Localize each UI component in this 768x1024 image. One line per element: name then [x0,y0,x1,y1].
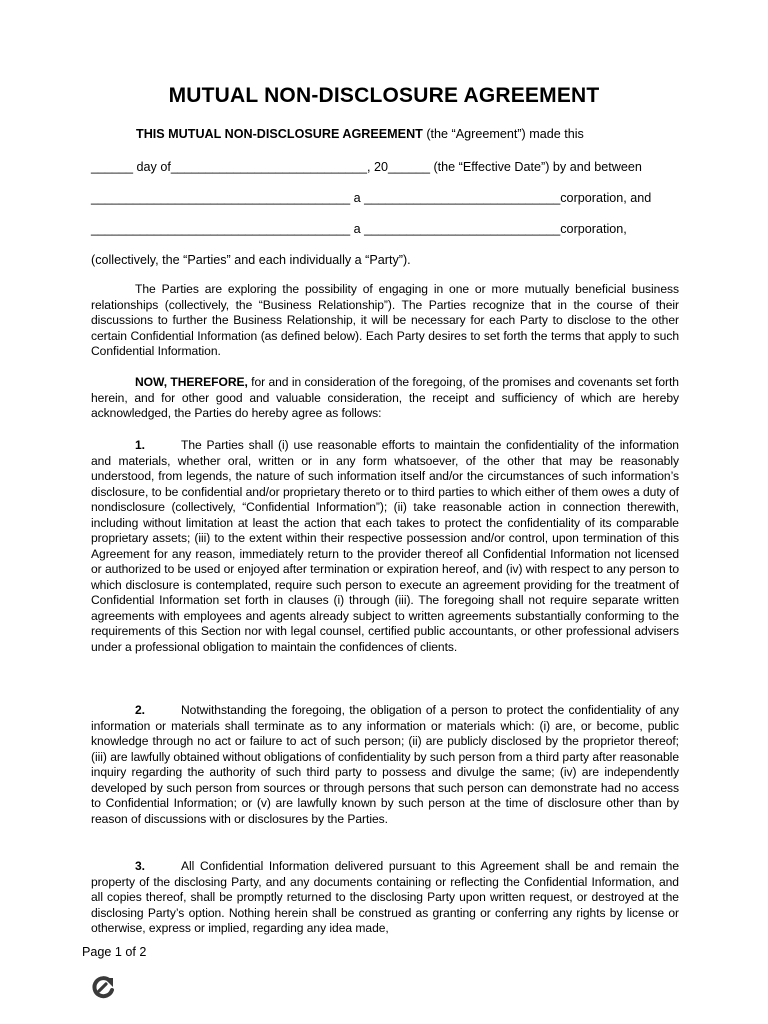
section-1-text: The Parties shall (i) use reasonable efforts to maintain the confidentiality of the information and materials, whether oral, written or in any form whatsoever, of the other that may be reasonably understood, from legends, the nature of such information itself and/or the circumstances of such information’s disclosure, to be confidential and/or proprietary thereto or to third parties to which either of them owes a duty of nondisclosure (collectively, “Confidential Information”); (ii) take reasonable action in connection therewith, including without limitation at least the action that each takes to protect the confidentiality of its comparable proprietary assets; (iii) to the extent within their respective possession and/or control, upon termination of this Agreement for any reason, immediately return to the provider thereof all Confidential Information not licensed or authorized to be used or enjoyed after termination or expiration hereof, and (iv) with respect to any person to which disclosure is contemplated, require such person to execute an agreement providing for the treatment of Confidential Information set forth in clauses (i) through (iii). The foregoing shall not require separate written agreements with employees and agents already subject to written agreements substantially conforming to the requirements of this Section nor with legal counsel, certified public accountants, or other professional advisers under a professional obligation to maintain the confidences of clients. [91,438,679,654]
now-therefore-bold: NOW, THEREFORE, [135,375,248,389]
section-1-number: 1. [135,438,145,452]
party-one-line: _____________________________________ a ____________________________corporation, and [91,191,652,205]
document-title: MUTUAL NON-DISCLOSURE AGREEMENT [168,84,600,107]
section-2-number: 2. [135,703,145,717]
recitals-text: The Parties are exploring the possibility of engaging in one or more mutually beneficial business relationships (collectively, the “Business Relationship”). The Parties recognize that in the course of their discussions to further the Business Relationship, it will be necessary for each Party to disclose to the other certain Confidential Information (as defined below). Each Party desires to set forth the terms that apply to such Confidential Information. [91,282,679,358]
parties-definition-line: (collectively, the “Parties” and each individually a “Party”). [91,253,411,267]
date-line: ______ day of____________________________, 20______ (the “Effective Date”) by and between [91,160,642,174]
intro-line [136,126,726,142]
intro-rest: (the “Agreement”) made this [422,127,584,141]
section-3-number: 3. [135,859,145,873]
now-therefore-text: for and in consideration of the foregoing, of the promises and covenants set forth herein, and for other good and valuable consideration, the receipt and sufficiency of which are hereby acknowledged, the Parties do hereby agree as follows: [91,375,679,420]
intro-bold: THIS MUTUAL NON-DISCLOSURE AGREEMENT [136,127,423,141]
section-2 [91,703,679,827]
section-3-text: All Confidential Information delivered pursuant to this Agreement shall be and remain the property of the disclosing Party, and any documents containing or reflecting the Confidential Information, and all copies thereof, shall be promptly returned to the disclosing Party upon written request, or destroyed at the disclosing Party’s option. Nothing herein shall be construed as granting or conferring any rights by license or otherwise, express or implied, regarding any idea made, [91,859,679,935]
refresh-arrow-logo-icon [90,975,116,1001]
now-therefore-paragraph [91,375,679,422]
section-3 [91,859,679,937]
page-number: Page 1 of 2 [82,945,147,959]
party-two-line: _____________________________________ a ____________________________corporation, [91,222,627,236]
recitals-paragraph [91,282,679,360]
section-2-text: Notwithstanding the foregoing, the obligation of a person to protect the confidentiality of any information or materials shall terminate as to any information or materials which: (i) are, or become, public knowledge through no act or failure to act of such person; (ii) are publicly disclosed by the proprietor thereof; (iii) are lawfully obtained without obligations of confidentiality by such person from a third party after reasonable inquiry regarding the authority of such third party to possess and divulge the same; (iv) are independently developed by such person from sources or through persons that such person can demonstrate had no access to Confidential Information; or (v) are lawfully known by such person at the time of disclosure other than by reason of discussions with or disclosures by the Parties. [91,703,679,826]
section-1 [91,438,679,655]
